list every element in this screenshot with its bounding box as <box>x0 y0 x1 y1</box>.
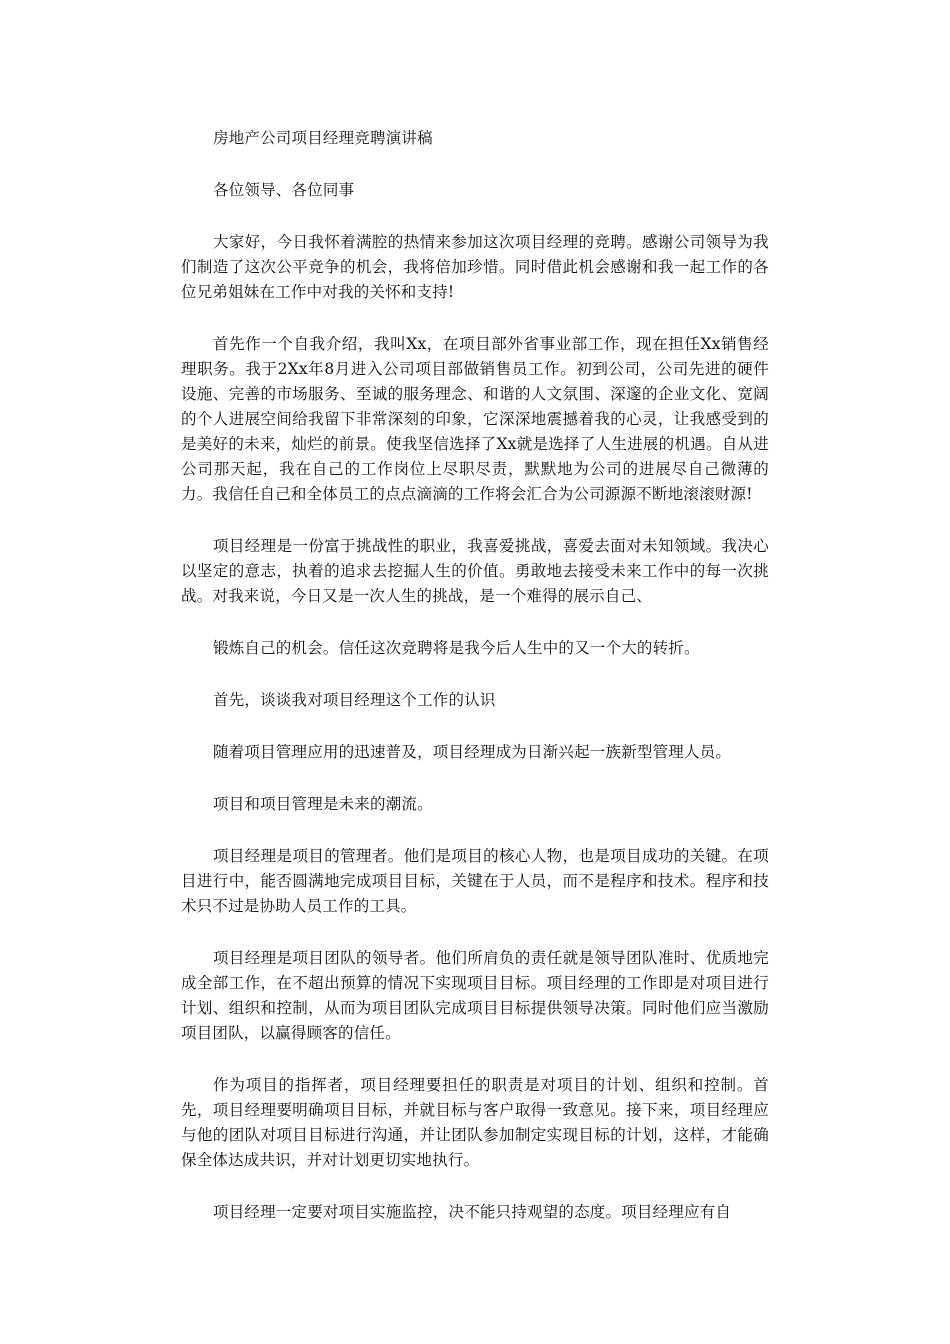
paragraph: 锻炼自己的机会。信任这次竞聘将是我今后人生中的又一个大的转折。 <box>213 639 700 657</box>
paragraph: 项目经理是项目团队的领导者。他们所肩负的责任就是领导团队准时、优质地完成全部工作，在不超出预算的情况下实现项目目标。项目经理的工作即是对项目进行计划、组织和控制，从而为项目团队完成项目目标提供领导决策。同时他们应当激励项目团队，以赢得顾客的信任。 <box>181 949 769 1042</box>
paragraph: 项目和项目管理是未来的潮流。 <box>213 795 433 813</box>
document-title: 房地产公司项目经理竞聘演讲稿 <box>213 129 433 147</box>
paragraph: 大家好，今日我怀着满腔的热情来参加这次项目经理的竞聘。感谢公司领导为我们制造了这次公平竞争的机会，我将倍加珍惜。同时借此机会感谢和我一起工作的各位兄弟姐妹在工作中对我的关怀和支持! <box>181 233 769 301</box>
paragraph: 首先作一个自我介绍，我叫Xx，在项目部外省事业部工作，现在担任Xx销售经理职务。我于2Xx年8月进入公司项目部做销售员工作。初到公司，公司先进的硬件设施、完善的市场服务、至诚的服务理念、和谐的人文氛围、深邃的企业文化、宽阔的个人进展空间给我留下非常深刻的印象，它深深地震撼着我的心灵，让我感受到的是美好的未来，灿烂的前景。使我坚信选择了Xx就是选择了人生进展的机遇。自从进公司那天起，我在自己的工作岗位上尽职尽责，默默地为公司的进展尽自己微薄的力。我信任自己和全体员工的点点滴滴的工作将会汇合为公司源源不断地滚滚财源! <box>181 335 769 503</box>
greeting: 各位领导、各位同事 <box>213 181 355 199</box>
paragraph: 项目经理是项目的管理者。他们是项目的核心人物，也是项目成功的关键。在项目进行中，能否圆满地完成项目目标，关键在于人员，而不是程序和技术。程序和技术只不过是协助人员工作的工具。 <box>181 847 769 915</box>
paragraph: 项目经理是一份富于挑战性的职业，我喜爱挑战，喜爱去面对未知领域。我决心以坚定的意志，执着的追求去挖掘人生的价值。勇敢地去接受未来工作中的每一次挑战。对我来说，今日又是一次人生的挑战，是一个难得的展示自己、 <box>181 537 769 605</box>
section-heading: 首先，谈谈我对项目经理这个工作的认识 <box>213 691 496 709</box>
paragraph: 作为项目的指挥者，项目经理要担任的职责是对项目的计划、组织和控制。首先，项目经理要明确项目目标，并就目标与客户取得一致意见。接下来，项目经理应与他的团队对项目目标进行沟通，并让团队参加制定实现目标的计划，这样，才能确保全体达成共识，并对计划更切实地执行。 <box>181 1076 769 1169</box>
document-body <box>181 126 769 1225</box>
paragraph: 随着项目管理应用的迅速普及，项目经理成为日渐兴起一族新型管理人员。 <box>213 743 732 761</box>
paragraph: 项目经理一定要对项目实施监控，决不能只持观望的态度。项目经理应有自 <box>213 1203 732 1221</box>
